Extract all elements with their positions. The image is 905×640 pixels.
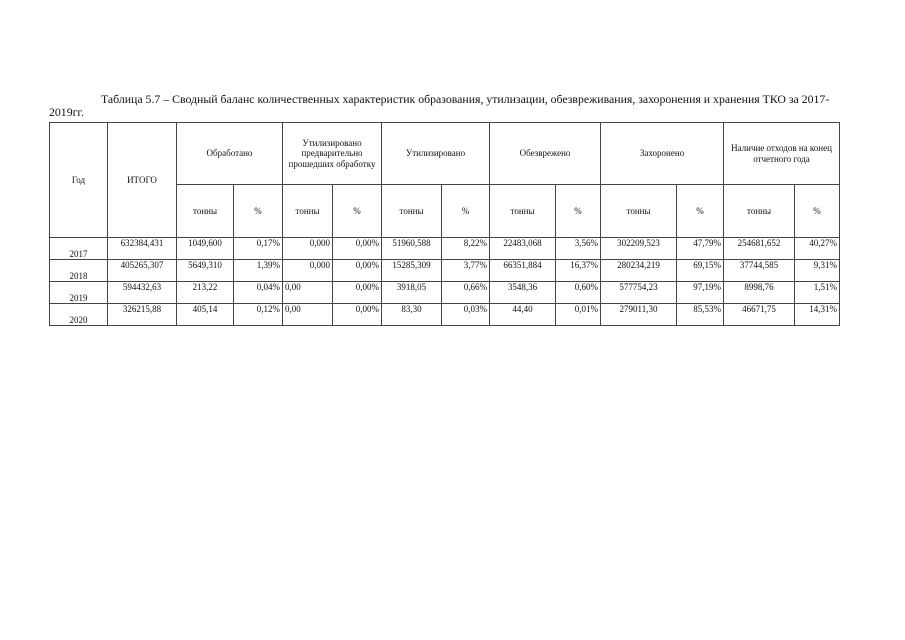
cell-buried-percent: 69,15% (677, 260, 724, 282)
subheader-tons: тонны (283, 185, 333, 238)
cell-utilized-after-tons: 0,000 (283, 238, 333, 260)
cell-utilized-percent: 0,03% (442, 304, 490, 326)
cell-utilized-percent: 3,77% (442, 260, 490, 282)
subheader-percent: % (556, 185, 601, 238)
subheader-percent: % (442, 185, 490, 238)
cell-utilized-percent: 8,22% (442, 238, 490, 260)
cell-utilized-tons: 3918,05 (382, 282, 442, 304)
cell-processed-tons: 213,22 (177, 282, 234, 304)
subheader-percent: % (677, 185, 724, 238)
cell-neutralized-tons: 44,40 (490, 304, 556, 326)
cell-buried-tons: 577754,23 (601, 282, 677, 304)
cell-utilized-after-tons: 0,00 (283, 304, 333, 326)
header-buried: Захоронено (601, 123, 724, 185)
cell-utilized-after-tons: 0,000 (283, 260, 333, 282)
cell-utilized-after-percent: 0,00% (333, 304, 382, 326)
cell-buried-tons: 280234,219 (601, 260, 677, 282)
cell-utilized-tons: 15285,309 (382, 260, 442, 282)
cell-remaining-percent: 40,27% (795, 238, 840, 260)
row-year: 2020 (50, 304, 108, 326)
cell-buried-percent: 85,53% (677, 304, 724, 326)
cell-remaining-percent: 1,51% (795, 282, 840, 304)
table-header-row (50, 123, 840, 185)
cell-buried-tons: 279011,30 (601, 304, 677, 326)
cell-neutralized-percent: 0,01% (556, 304, 601, 326)
cell-processed-tons: 5649,310 (177, 260, 234, 282)
row-total: 594432,63 (108, 282, 177, 304)
cell-processed-percent: 0,17% (234, 238, 283, 260)
subheader-tons: тонны (382, 185, 442, 238)
header-year: Год (50, 123, 108, 238)
header-utilized: Утилизировано (382, 123, 490, 185)
cell-buried-percent: 97,19% (677, 282, 724, 304)
cell-utilized-after-percent: 0,00% (333, 238, 382, 260)
cell-buried-tons: 302209,523 (601, 238, 677, 260)
cell-remaining-tons: 8998,76 (724, 282, 795, 304)
row-year: 2019 (50, 282, 108, 304)
subheader-percent: % (795, 185, 840, 238)
cell-remaining-tons: 254681,652 (724, 238, 795, 260)
subheader-tons: тонны (601, 185, 677, 238)
cell-utilized-after-percent: 0,00% (333, 282, 382, 304)
cell-utilized-after-tons: 0,00 (283, 282, 333, 304)
cell-remaining-percent: 14,31% (795, 304, 840, 326)
header-remaining: Наличие отходов на конец отчетного года (724, 123, 840, 185)
table-row (50, 238, 840, 260)
header-total: ИТОГО (108, 123, 177, 238)
row-total: 326215,88 (108, 304, 177, 326)
cell-neutralized-percent: 3,56% (556, 238, 601, 260)
header-utilized-after-processing: Утилизировано предварительно прошедших обработку (283, 123, 382, 185)
subheader-tons: тонны (724, 185, 795, 238)
cell-utilized-percent: 0,66% (442, 282, 490, 304)
cell-neutralized-tons: 3548,36 (490, 282, 556, 304)
cell-neutralized-percent: 0,60% (556, 282, 601, 304)
cell-remaining-tons: 37744,585 (724, 260, 795, 282)
subheader-percent: % (333, 185, 382, 238)
cell-neutralized-tons: 66351,884 (490, 260, 556, 282)
cell-utilized-tons: 51960,588 (382, 238, 442, 260)
subheader-tons: тонны (177, 185, 234, 238)
subheader-tons: тонны (490, 185, 556, 238)
cell-processed-tons: 1049,600 (177, 238, 234, 260)
header-processed: Обработано (177, 123, 283, 185)
cell-remaining-percent: 9,31% (795, 260, 840, 282)
cell-neutralized-tons: 22483,068 (490, 238, 556, 260)
waste-balance-table (49, 122, 840, 326)
table-row (50, 282, 840, 304)
row-total: 632384,431 (108, 238, 177, 260)
row-total: 405265,307 (108, 260, 177, 282)
subheader-percent: % (234, 185, 283, 238)
table-row (50, 304, 840, 326)
cell-processed-tons: 405,14 (177, 304, 234, 326)
cell-neutralized-percent: 16,37% (556, 260, 601, 282)
row-year: 2017 (50, 238, 108, 260)
table-row (50, 260, 840, 282)
cell-processed-percent: 0,12% (234, 304, 283, 326)
cell-buried-percent: 47,79% (677, 238, 724, 260)
header-neutralized: Обезврежено (490, 123, 601, 185)
row-year: 2018 (50, 260, 108, 282)
cell-remaining-tons: 46671,75 (724, 304, 795, 326)
cell-utilized-tons: 83,30 (382, 304, 442, 326)
cell-processed-percent: 1,39% (234, 260, 283, 282)
cell-processed-percent: 0,04% (234, 282, 283, 304)
table-caption: Таблица 5.7 – Сводный баланс количественных характеристик образования, утилизации, обезвреживания, захоронения и хранения ТКО за 2017-2019гг. (49, 92, 830, 119)
cell-utilized-after-percent: 0,00% (333, 260, 382, 282)
